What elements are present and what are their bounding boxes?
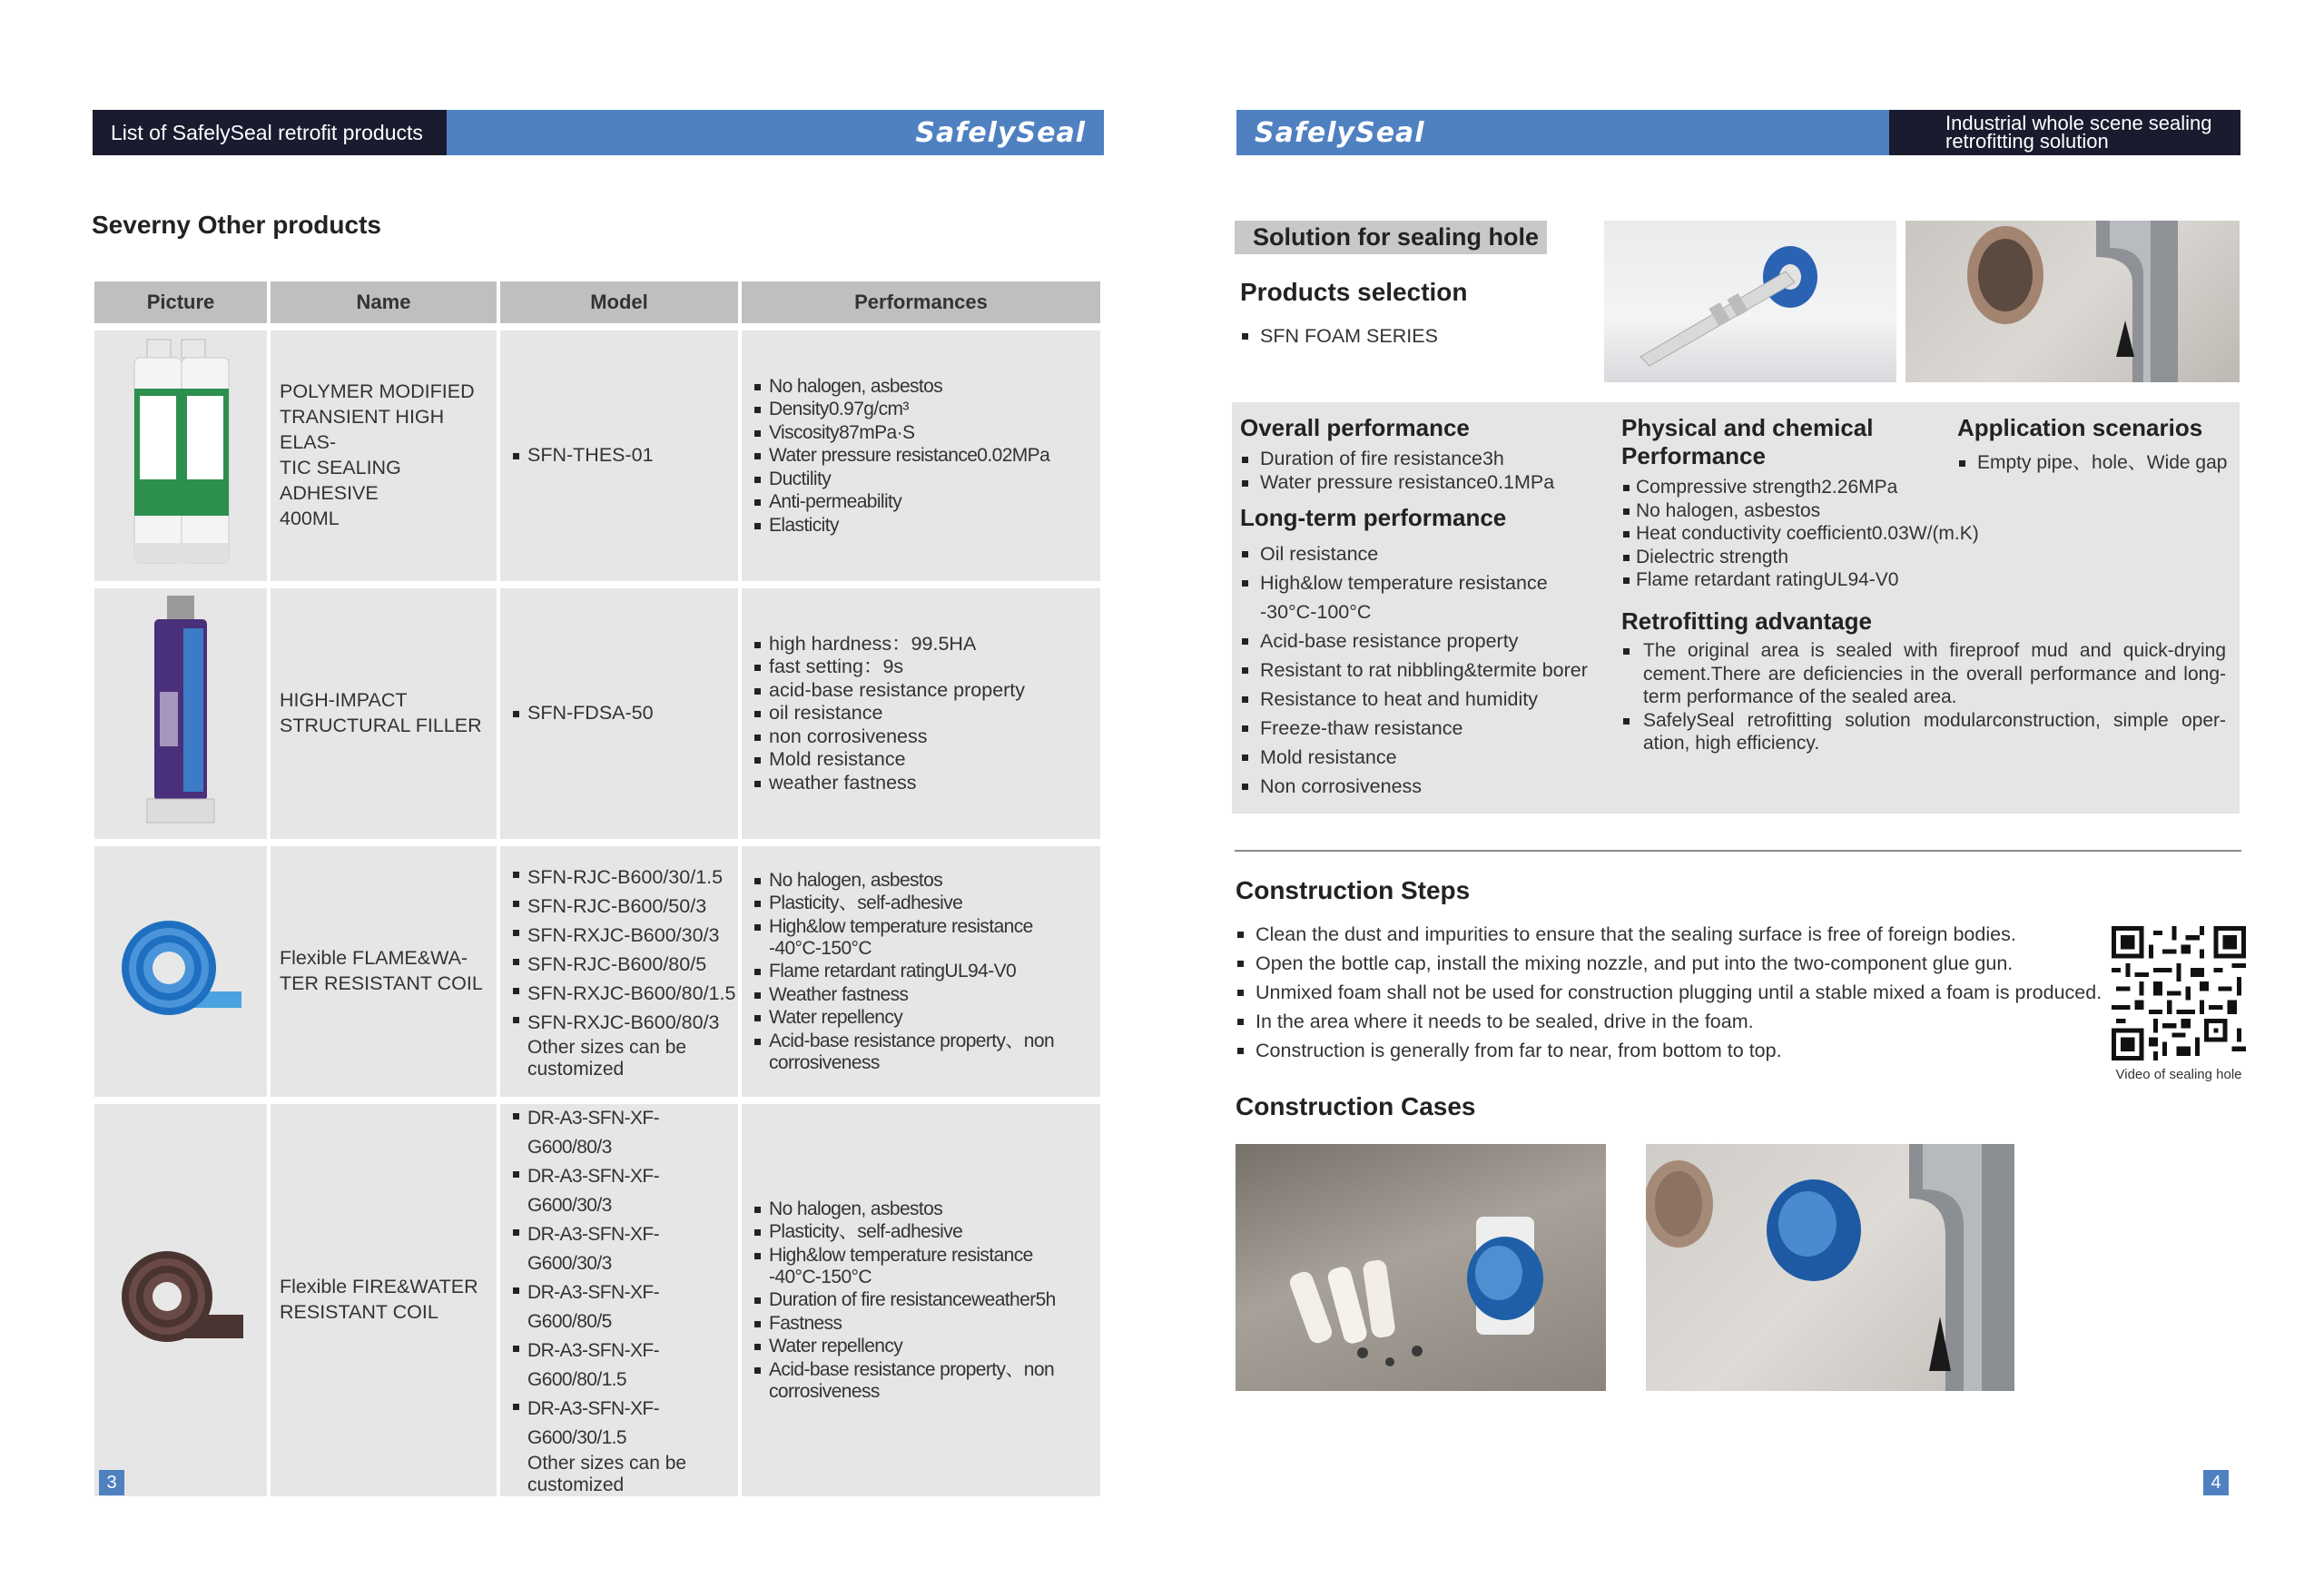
- cartridge-purple-icon: [131, 592, 231, 828]
- overall-item: Water pressure resistance0.1MPa: [1240, 471, 1554, 495]
- product-name: [271, 1104, 497, 1496]
- performance-item: weather fastness: [754, 772, 1100, 795]
- long-term-item: Oil resistance: [1240, 539, 1588, 568]
- models-note-line: customized: [527, 1475, 625, 1495]
- long-term-item: Mold resistance: [1240, 743, 1588, 772]
- blue-coil-icon: [113, 913, 249, 1022]
- product-model: [500, 588, 738, 839]
- products-table: [91, 274, 1104, 1504]
- tagline-line: Industrial whole scene sealing: [1945, 112, 2212, 134]
- product-name-line: 400ML: [280, 507, 340, 529]
- products-selection-list: [1240, 321, 1438, 350]
- performance-continuation: corrosiveness: [769, 1381, 880, 1403]
- performance-item: Elasticity: [754, 514, 1100, 538]
- product-name-line: STRUCTURAL FILLER: [280, 715, 482, 736]
- physical-item: Dielectric strength: [1621, 546, 1979, 569]
- performance-item: Acid-base resistance property、non: [754, 1030, 1100, 1053]
- physical-chemical-list: [1621, 476, 1979, 592]
- physical-item: Flame retardant ratingUL94-V0: [1621, 568, 1979, 592]
- performance-continuation: corrosiveness: [769, 1052, 880, 1074]
- physical-title-line: Performance: [1621, 442, 1766, 469]
- product-name-line: HIGH-IMPACT: [280, 689, 408, 712]
- long-term-item: Freeze-thaw resistance: [1240, 714, 1588, 743]
- models-note-line: Other sizes can be: [527, 1453, 687, 1474]
- performance-item: high hardness：99.5HA: [754, 633, 1100, 656]
- product-name-line: TER RESISTANT COIL: [280, 972, 483, 994]
- performance-item: Water repellency: [754, 1335, 1100, 1358]
- product-name-line: Flexible FIRE&WATER: [280, 1276, 478, 1298]
- product-performances: [742, 1104, 1100, 1496]
- model-item: DR-A3-SFN-XF-G600/30/3: [513, 1220, 738, 1278]
- long-term-item: Resistance to heat and humidity: [1240, 685, 1588, 714]
- product-name-line: TIC SEALING ADHESIVE: [280, 457, 401, 504]
- performance-item: oil resistance: [754, 702, 1100, 725]
- column-header-picture: Picture: [94, 281, 267, 323]
- application-item: Empty pipe、hole、Wide gap: [1957, 451, 2227, 475]
- performance-item: Fastness: [754, 1312, 1100, 1336]
- product-picture: [94, 1104, 267, 1496]
- long-term-item: Non corrosiveness: [1240, 772, 1588, 801]
- product-picture: [94, 846, 267, 1097]
- physical-item: No halogen, asbestos: [1621, 499, 1979, 523]
- case-photo-pipes: [1236, 1144, 1606, 1391]
- performance-item: High&low temperature resistance: [754, 915, 1100, 939]
- product-name-line: TRANSIENT HIGH ELAS-: [280, 406, 445, 454]
- left-header-logo: [447, 110, 1104, 155]
- retrofit-item: The original area is sealed with fireproof mud and quick-drying cement.There are deficiencies in the overall performance and long-term performance of the sealed area.: [1621, 639, 2226, 709]
- model-item: SFN-RXJC-B600/80/3: [513, 1008, 738, 1037]
- right-header-tagline: [1889, 110, 2240, 155]
- construction-steps-list: [1236, 920, 2107, 1065]
- performance-item: Weather fastness: [754, 983, 1100, 1007]
- case-pipes-illustration: [1236, 1144, 1606, 1391]
- case-wall-illustration: [1646, 1144, 2014, 1391]
- performance-item: non corrosiveness: [754, 725, 1100, 749]
- construction-step: In the area where it needs to be sealed, drive in the foam.: [1236, 1007, 2107, 1036]
- physical-chemical-title: [1621, 414, 1873, 470]
- application-scenarios-title: Application scenarios: [1957, 414, 2203, 441]
- performance-item: acid-base resistance property: [754, 679, 1100, 703]
- tagline-line: retrofitting solution: [1945, 130, 2109, 153]
- models-note-line: customized: [527, 1059, 625, 1080]
- physical-title-line: Physical and chemical: [1621, 414, 1874, 441]
- product-name-line: POLYMER MODIFIED: [280, 380, 475, 403]
- product-model: [500, 846, 738, 1097]
- model-item: DR-A3-SFN-XF-G600/80/1.5: [513, 1336, 738, 1395]
- model-item: DR-A3-SFN-XF-G600/30/3: [513, 1162, 738, 1220]
- performance-item: fast setting：9s: [754, 656, 1100, 679]
- column-header-name: Name: [271, 281, 497, 323]
- physical-item: Compressive strength2.26MPa: [1621, 476, 1979, 499]
- cartridge-white-green-icon: [122, 334, 240, 570]
- product-name: [271, 588, 497, 839]
- long-term-item: Acid-base resistance property: [1240, 626, 1588, 656]
- product-picture: [94, 330, 267, 581]
- performance-item: No halogen, asbestos: [754, 375, 1100, 399]
- wall-pipe-illustration: [1905, 221, 2240, 382]
- retrofit-item: SafelySeal retrofitting solution modularconstruction, simple oper-ation, high efficiency.: [1621, 709, 2226, 755]
- table-row: [94, 588, 1100, 839]
- physical-item: Heat conductivity coefficient0.03W/(m.K): [1621, 522, 1979, 546]
- model-item: DR-A3-SFN-XF-G600/80/3: [513, 1104, 738, 1162]
- retrofitting-advantage-title: Retrofitting advantage: [1621, 607, 1872, 635]
- product-name-line: Flexible FLAME&WA-: [280, 947, 468, 970]
- performance-continuation: -40°C-150°C: [769, 1267, 872, 1288]
- safelyseal-logo: SafelySeal: [1255, 116, 1425, 149]
- right-header-logo: [1236, 110, 1889, 155]
- table-row: [94, 846, 1100, 1097]
- long-term-item: High&low temperature resistance: [1240, 568, 1588, 597]
- product-picture: [94, 588, 267, 839]
- solution-tag: Solution for sealing hole: [1235, 221, 1547, 254]
- overall-performance-list: [1240, 448, 1554, 494]
- model-item: SFN-RJC-B600/80/5: [513, 950, 738, 979]
- product-name-line: RESISTANT COIL: [280, 1301, 438, 1323]
- section-divider: [1235, 850, 2241, 852]
- qr-code[interactable]: [2112, 926, 2246, 1060]
- table-row: [94, 1104, 1100, 1496]
- performance-item: Acid-base resistance property、non: [754, 1358, 1100, 1382]
- long-term-item: Resistant to rat nibbling&termite borer: [1240, 656, 1588, 685]
- products-selection-title: Products selection: [1240, 278, 1468, 306]
- performance-item: Water repellency: [754, 1006, 1100, 1030]
- performance-item: Plasticity、self-adhesive: [754, 1220, 1100, 1244]
- column-header-model: Model: [500, 281, 738, 323]
- models-note-line: Other sizes can be: [527, 1037, 687, 1058]
- application-scenarios-list: [1957, 451, 2227, 475]
- section-title: Severny Other products: [92, 211, 381, 239]
- overall-item: Duration of fire resistance3h: [1240, 448, 1554, 471]
- overall-performance-title: Overall performance: [1240, 414, 1470, 441]
- long-term-title: Long-term performance: [1240, 504, 1507, 531]
- construction-step: Clean the dust and impurities to ensure that the sealing surface is free of foreign bodies.: [1236, 920, 2107, 949]
- page-number-right: 4: [2203, 1470, 2229, 1495]
- long-term-list: [1240, 539, 1588, 801]
- performance-item: Plasticity、self-adhesive: [754, 892, 1100, 915]
- long-term-continuation: -30°C-100°C: [1260, 601, 1372, 623]
- wall-pipe-photo: [1905, 221, 2240, 382]
- model-item: SFN-RXJC-B600/30/3: [513, 921, 738, 950]
- performance-item: Viscosity87mPa·S: [754, 421, 1100, 445]
- performance-item: Flame retardant ratingUL94-V0: [754, 960, 1100, 983]
- model-item: DR-A3-SFN-XF-G600/30/1.5: [513, 1395, 738, 1453]
- construction-step: Construction is generally from far to near, from bottom to top.: [1236, 1036, 2107, 1065]
- performance-item: No halogen, asbestos: [754, 869, 1100, 893]
- page-number-left: 3: [99, 1470, 124, 1495]
- product-model: [500, 1104, 738, 1496]
- qr-code-icon: [2112, 926, 2246, 1060]
- product-model: [500, 330, 738, 581]
- table-row: [94, 330, 1100, 581]
- left-header-title: List of SafelySeal retrofit products: [93, 110, 447, 155]
- model-item: SFN-FDSA-50: [513, 702, 738, 725]
- product-performances: [742, 588, 1100, 839]
- retrofitting-advantage-list: [1621, 639, 2226, 755]
- product-name: [271, 330, 497, 581]
- performance-item: Duration of fire resistanceweather5h: [754, 1288, 1100, 1312]
- table-header-row: [94, 281, 1100, 323]
- performance-item: Mold resistance: [754, 748, 1100, 772]
- left-header-bar: [93, 110, 1104, 155]
- construction-cases-title: Construction Cases: [1236, 1092, 1476, 1120]
- brown-coil-icon: [113, 1242, 249, 1351]
- performance-item: No halogen, asbestos: [754, 1198, 1100, 1221]
- performance-item: Density0.97g/cm³: [754, 398, 1100, 421]
- safelyseal-logo: SafelySeal: [915, 116, 1086, 149]
- construction-step: Open the bottle cap, install the mixing nozzle, and put into the two-component glue gun.: [1236, 949, 2107, 978]
- performance-item: High&low temperature resistance: [754, 1244, 1100, 1267]
- construction-steps-title: Construction Steps: [1236, 876, 1471, 904]
- model-item: SFN-THES-01: [513, 444, 738, 468]
- product-performances: [742, 330, 1100, 581]
- qr-caption: Video of sealing hole: [2115, 1067, 2242, 1082]
- product-performances: [742, 846, 1100, 1097]
- performance-item: Ductility: [754, 468, 1100, 491]
- model-item: DR-A3-SFN-XF-G600/80/5: [513, 1278, 738, 1336]
- model-item: SFN-RXJC-B600/80/1.5: [513, 979, 738, 1008]
- column-header-performances: Performances: [742, 281, 1100, 323]
- performance-item: Anti-permeability: [754, 490, 1100, 514]
- construction-step: Unmixed foam shall not be used for construction plugging until a stable mixed a foam is produced.: [1236, 978, 2107, 1007]
- case-photo-wall: [1646, 1144, 2014, 1391]
- model-item: SFN-RJC-B600/50/3: [513, 892, 738, 921]
- product-name: [271, 846, 497, 1097]
- model-item: SFN-RJC-B600/30/1.5: [513, 863, 738, 892]
- performance-continuation: -40°C-150°C: [769, 938, 872, 960]
- products-selection-item: SFN FOAM SERIES: [1240, 321, 1438, 350]
- right-header-bar: [1236, 110, 2240, 155]
- pipe-foam-illustration: [1604, 221, 1896, 382]
- pipe-foam-photo: [1604, 221, 1896, 382]
- performance-item: Water pressure resistance0.02MPa: [754, 444, 1100, 468]
